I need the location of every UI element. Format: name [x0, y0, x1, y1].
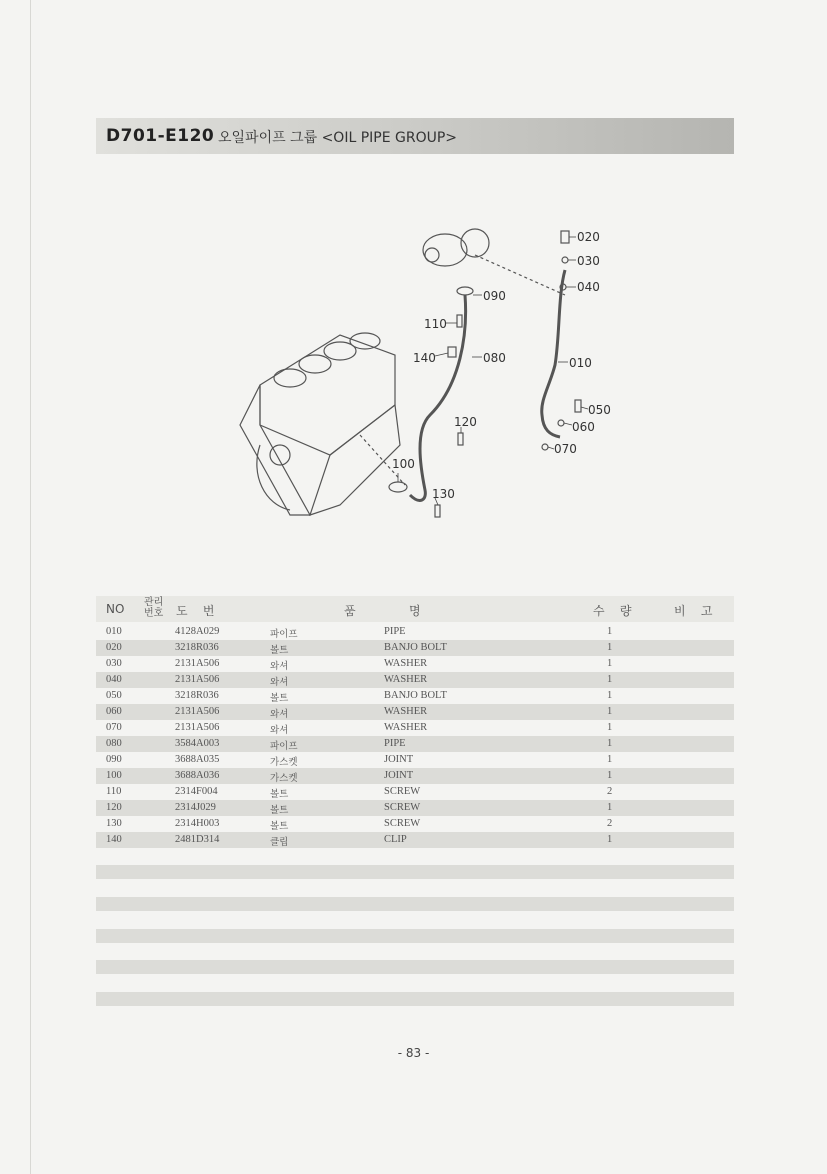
page-number: - 83 -	[397, 1046, 430, 1060]
part-name-english: BANJO BOLT	[384, 642, 447, 653]
washer-030-shape	[562, 257, 568, 263]
quantity: 1	[607, 706, 613, 717]
table-row	[96, 784, 734, 800]
part-number: 2131A506	[175, 706, 220, 717]
part-name-korean: 가스켓	[270, 773, 298, 784]
col-no: NO	[106, 602, 125, 616]
page-edge	[30, 0, 31, 1174]
blank-row	[96, 960, 734, 974]
quantity: 1	[607, 834, 613, 845]
row-no: 120	[106, 802, 122, 813]
table-row	[96, 736, 734, 752]
engine-block-side	[240, 385, 310, 515]
table-row	[96, 752, 734, 768]
col-mgmt-line1: 관리	[144, 597, 164, 608]
table-row	[96, 768, 734, 784]
group-title: 오일파이프 그룹 <OIL PIPE GROUP>	[218, 130, 458, 146]
callout-050: 050	[588, 403, 611, 417]
part-name-korean: 파이프	[270, 741, 298, 752]
callout-120: 120	[454, 415, 477, 429]
part-name-english: PIPE	[384, 738, 406, 749]
title-banner	[96, 118, 734, 154]
part-name-korean: 가스켓	[270, 757, 298, 768]
row-no: 010	[106, 626, 122, 637]
engine-flange	[257, 445, 290, 510]
table-row	[96, 832, 734, 848]
quantity: 2	[607, 818, 613, 829]
part-number: 2131A506	[175, 674, 220, 685]
blank-row	[96, 992, 734, 1006]
callout-090: 090	[483, 289, 506, 303]
part-name-english: WASHER	[384, 722, 428, 733]
part-name-korean: 볼트	[270, 805, 289, 816]
callout-100: 100	[392, 457, 415, 471]
quantity: 1	[607, 626, 613, 637]
table-row	[96, 720, 734, 736]
joint-090-shape	[457, 287, 473, 295]
callout-030: 030	[577, 254, 600, 268]
callout-140: 140	[413, 351, 436, 365]
callout-110: 110	[424, 317, 447, 331]
part-name-korean: 와셔	[270, 661, 289, 672]
diagram-svg	[220, 215, 640, 535]
part-name-english: WASHER	[384, 674, 428, 685]
part-name-korean: 볼트	[270, 693, 289, 704]
quantity: 1	[607, 754, 613, 765]
joint-100-shape	[389, 482, 407, 492]
part-number: 3688A036	[175, 770, 220, 781]
part-number: 3584A003	[175, 738, 220, 749]
table-row	[96, 800, 734, 816]
group-code: D701-E120	[106, 126, 215, 146]
part-number: 2314H003	[175, 818, 220, 829]
quantity: 1	[607, 738, 613, 749]
leader-060	[564, 423, 572, 425]
part-name-english: JOINT	[384, 754, 414, 765]
blank-row	[96, 929, 734, 943]
callout-040: 040	[577, 280, 600, 294]
col-mgmt	[144, 597, 163, 619]
cylinder-1	[274, 369, 306, 387]
parts-table-body	[96, 624, 734, 848]
leader-050	[581, 407, 588, 409]
part-number: 2314J029	[175, 802, 216, 813]
blank-row	[96, 897, 734, 911]
turbocharger-inlet	[425, 248, 439, 262]
row-no: 100	[106, 770, 122, 781]
part-number: 3218R036	[175, 690, 219, 701]
part-name-english: JOINT	[384, 770, 414, 781]
part-number: 2131A506	[175, 658, 220, 669]
part-name-korean: 볼트	[270, 821, 289, 832]
table-row	[96, 640, 734, 656]
callout-020: 020	[577, 230, 600, 244]
table-row	[96, 656, 734, 672]
part-number: 4128A029	[175, 626, 220, 637]
col-part-name: 품 명	[344, 604, 421, 618]
cylinder-4	[350, 333, 380, 349]
washer-070-shape	[542, 444, 548, 450]
table-row	[96, 704, 734, 720]
part-name-korean: 와셔	[270, 677, 289, 688]
screw-130-shape	[435, 505, 440, 517]
washer-060-shape	[558, 420, 564, 426]
bolt-020-shape	[561, 231, 569, 243]
quantity: 1	[607, 658, 613, 669]
part-name-korean: 파이프	[270, 629, 298, 640]
callout-130: 130	[432, 487, 455, 501]
col-remark: 비 고	[674, 604, 713, 618]
part-name-english: BANJO BOLT	[384, 690, 447, 701]
engine-block-front	[310, 405, 400, 515]
callout-010: 010	[569, 356, 592, 370]
part-number: 2481D314	[175, 834, 220, 845]
quantity: 1	[607, 642, 613, 653]
part-name-korean: 클립	[270, 837, 289, 848]
part-name-korean: 볼트	[270, 645, 289, 656]
part-name-korean: 와셔	[270, 709, 289, 720]
part-name-english: WASHER	[384, 658, 428, 669]
row-no: 080	[106, 738, 122, 749]
col-quantity: 수 량	[593, 604, 632, 618]
part-number: 3218R036	[175, 642, 219, 653]
pipe-010	[542, 270, 565, 437]
row-no: 070	[106, 722, 122, 733]
col-drawing-no: 도 번	[176, 604, 215, 618]
blank-row	[96, 865, 734, 879]
callout-070: 070	[554, 442, 577, 456]
row-no: 110	[106, 786, 122, 797]
part-number: 2314F004	[175, 786, 218, 797]
quantity: 1	[607, 722, 613, 733]
bolt-050-shape	[575, 400, 581, 412]
row-no: 090	[106, 754, 122, 765]
part-name-english: WASHER	[384, 706, 428, 717]
part-number: 2131A506	[175, 722, 220, 733]
quantity: 1	[607, 690, 613, 701]
leader-140	[435, 353, 448, 356]
callout-060: 060	[572, 420, 595, 434]
part-name-korean: 볼트	[270, 789, 289, 800]
quantity: 1	[607, 802, 613, 813]
part-name-english: PIPE	[384, 626, 406, 637]
screw-110-shape	[457, 315, 462, 327]
row-no: 030	[106, 658, 122, 669]
part-name-english: CLIP	[384, 834, 407, 845]
quantity: 1	[607, 674, 613, 685]
row-no: 050	[106, 690, 122, 701]
table-row	[96, 624, 734, 640]
part-name-english: SCREW	[384, 818, 421, 829]
part-name-korean: 와셔	[270, 725, 289, 736]
part-name-english: SCREW	[384, 786, 421, 797]
row-no: 140	[106, 834, 122, 845]
row-no: 130	[106, 818, 122, 829]
engine-block-outline	[260, 335, 395, 455]
parts-table-header	[96, 596, 734, 622]
col-mgmt-line2: 번호	[144, 608, 164, 619]
quantity: 1	[607, 770, 613, 781]
table-row	[96, 688, 734, 704]
part-number: 3688A035	[175, 754, 220, 765]
callout-080: 080	[483, 351, 506, 365]
part-name-english: SCREW	[384, 802, 421, 813]
cylinder-2	[299, 355, 331, 373]
exploded-parts-diagram	[220, 215, 640, 535]
quantity: 2	[607, 786, 613, 797]
table-row	[96, 816, 734, 832]
row-no: 020	[106, 642, 122, 653]
row-no: 040	[106, 674, 122, 685]
table-row	[96, 672, 734, 688]
screw-120-shape	[458, 433, 463, 445]
row-no: 060	[106, 706, 122, 717]
clip-140-shape	[448, 347, 456, 357]
